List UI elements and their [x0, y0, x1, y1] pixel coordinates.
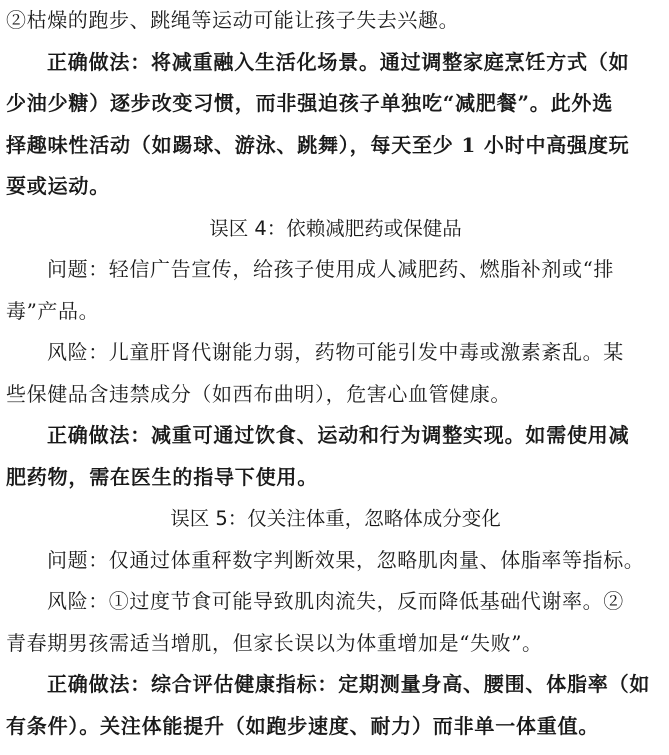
- section-heading-myth-5: 误区 5：仅关注体重，忽略体成分变化: [170, 507, 501, 530]
- section-heading-myth-4: 误区 4：依赖减肥药或保健品: [209, 216, 462, 240]
- problem-line: 问题：轻信广告宣传，给孩子使用成人减肥药、燃脂补剂或“排: [47, 257, 615, 281]
- correct-method-line: 有条件）。关注体能提升（如跑步速度、耐力）而非单一体重值。: [6, 713, 600, 738]
- problem-line: 问题：仅通过体重秤数字判断效果，忽略肌肉量、体脂率等指标。: [47, 547, 645, 572]
- risk-line: 些保健品含违禁成分（如西布曲明），危害心血管健康。: [6, 381, 511, 406]
- correct-method-line: 正确做法：将减重融入生活化场景。通过调整家庭烹饪方式（如: [47, 49, 630, 74]
- problem-line: 毒”产品。: [6, 298, 100, 323]
- text-line: ②枯燥的跑步、跳绳等运动可能让孩子失去兴趣。: [6, 8, 460, 32]
- correct-method-line: 肥药物，需在医生的指导下使用。: [6, 464, 318, 489]
- correct-method-line: 择趣味性活动（如踢球、游泳、跳舞），每天至少 1 小时中高强度玩: [6, 132, 630, 157]
- correct-method-line: 正确做法：减重可通过饮食、运动和行为调整实现。如需使用减: [47, 423, 630, 447]
- correct-method-line: 正确做法：综合评估健康指标：定期测量身高、腰围、体脂率（如: [47, 672, 651, 696]
- risk-line: 风险：儿童肝肾代谢能力弱，药物可能引发中毒或激素紊乱。某: [47, 340, 624, 364]
- risk-line: 风险：①过度节食可能导致肌肉流失，反而降低基础代谢率。②: [47, 589, 624, 613]
- risk-line: 青春期男孩需适当增肌，但家长误以为体重增加是“失败”。: [6, 630, 543, 655]
- correct-method-line: 少油少糖）逐步改变习惯，而非强迫孩子单独吃“减肥餐”。此外选: [6, 91, 614, 115]
- correct-method-line: 耍或运动。: [6, 174, 110, 198]
